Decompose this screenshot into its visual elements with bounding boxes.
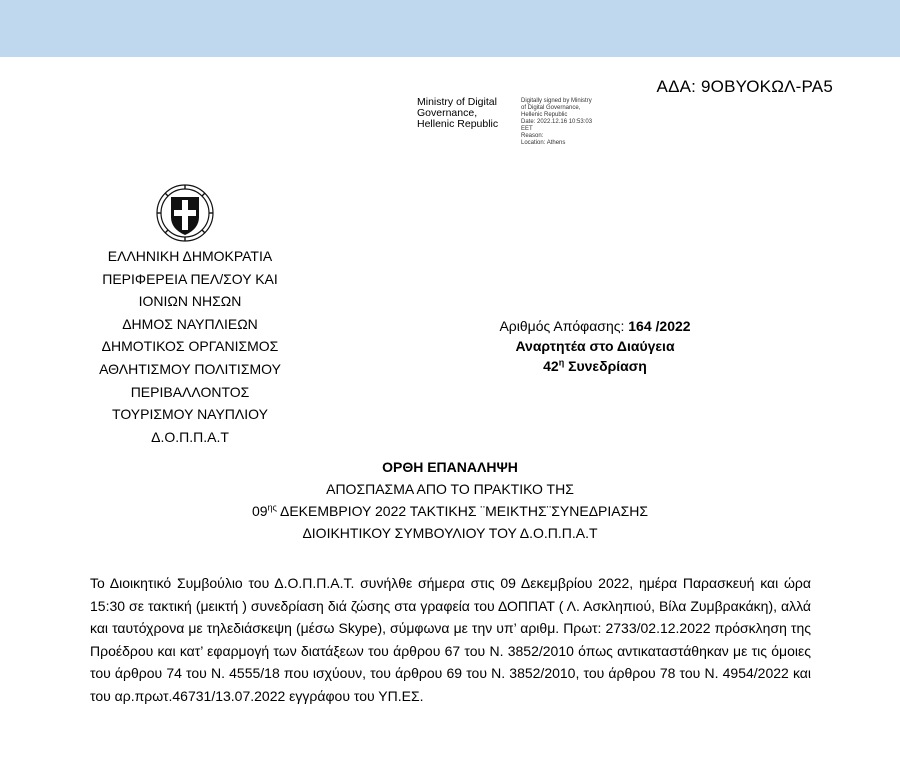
signature-detail-line: Location: Athens bbox=[521, 140, 566, 146]
org-line: ΤΟΥΡΙΣΜΟΥ ΝΑΥΠΛΙΟΥ bbox=[112, 406, 268, 423]
decision-number bbox=[440, 316, 750, 336]
org-line: ΠΕΡΙΦΕΡΕΙΑ ΠΕΛ/ΣΟΥ ΚΑΙ bbox=[102, 270, 278, 287]
session-number: 42 bbox=[543, 358, 559, 374]
signature-detail-line: EET bbox=[521, 126, 533, 132]
decision-number-value: 164 /2022 bbox=[628, 318, 691, 334]
signer-line: Hellenic Republic bbox=[417, 118, 499, 130]
signature-detail-line: of Digital Governance, bbox=[521, 105, 581, 111]
org-line: ΠΕΡΙΒΑΛΛΟΝΤΟΣ bbox=[130, 383, 250, 400]
org-line: ΕΛΛΗΝΙΚΗ ΔΗΜΟΚΡΑΤΙΑ bbox=[107, 248, 273, 264]
heading-line-2-rest: ΔΕΚΕΜΒΡΙΟΥ 2022 ΤΑΚΤΙΚΗΣ ¨ΜΕΙΚΤΗΣ¨ΣΥΝΕΔΡΙΑΣΗΣ bbox=[276, 503, 649, 519]
ada-code: ΑΔΑ: 9ΟΒΥΟΚΩΛ-ΡΑ5 bbox=[656, 77, 833, 96]
body-paragraph: Το Διοικητικό Συμβούλιο του Δ.Ο.Π.Π.Α.Τ. συνήλθε σήμερα στις 09 Δεκεμβρίου 2022, ημέρα Παρασκευή και ώρα 15:30 σε τακτική (μεικτή ) συνεδρίαση διά ζώσης στα γραφεία του ΔΟΠΠΑΤ ( Λ. Ασκληπιού, Βίλα Ζυμβρακάκη), αλλά και ταυτόχρονα με τηλεδιάσκεψη (μέσω Skype), σύμφωνα με την υπ’ αριθμ. Πρωτ: 2733/02.12.2022 πρόσκληση της Προέδρου και κατ’ εφαρμογή των διατάξεων του άρθρου 67 του Ν. 3852/2010 όπως αντικαταστάθηκαν με τις όμοιες του άρθρου 74 του Ν. 4555/18 που ισχύουν, του άρθρου 69 του Ν. 3852/2010, του άρθρου 78 του Ν. 4954/2022 και του αρ.πρωτ.46731/13.07.2022 εγγράφου του ΥΠ.ΕΣ. bbox=[90, 575, 811, 704]
org-line: ΔΗΜΟΣ ΝΑΥΠΛΙΕΩΝ bbox=[122, 315, 258, 332]
signature-detail-line: Date: 2022.12.16 10:53:03 bbox=[521, 119, 593, 125]
signer-line: Ministry of Digital bbox=[417, 96, 497, 108]
org-line: ΑΘΛΗΤΙΣΜΟΥ ΠΟΛΙΤΙΣΜΟΥ bbox=[99, 360, 281, 377]
org-line: ΙΟΝΙΩΝ ΝΗΣΩΝ bbox=[138, 293, 242, 310]
signature-detail-line: Reason: bbox=[521, 133, 544, 139]
decision-session bbox=[440, 356, 750, 376]
signature-signer bbox=[417, 97, 498, 130]
org-line: Δ.Ο.Π.Π.Α.Τ bbox=[151, 428, 229, 445]
heading-line-2 bbox=[150, 500, 750, 522]
document-heading bbox=[150, 456, 750, 544]
session-label: Συνεδρίαση bbox=[564, 358, 647, 374]
heading-day: 09 bbox=[251, 503, 268, 519]
top-band bbox=[0, 0, 900, 57]
signature-detail-line: Digitally signed by Ministry bbox=[521, 98, 592, 104]
heading-day-sup: ης bbox=[267, 502, 277, 513]
decision-posted-text: Αναρτητέα στο Διαύγεια bbox=[515, 338, 675, 354]
decision-posted bbox=[440, 336, 750, 356]
signature-detail-line: Hellenic Republic bbox=[521, 112, 568, 118]
decision-number-label: Αριθμός Απόφασης: bbox=[499, 318, 629, 334]
org-line: ΔΗΜΟΤΙΚΟΣ ΟΡΓΑΝΙΣΜΟΣ bbox=[101, 338, 279, 355]
greek-coat-of-arms-icon bbox=[155, 183, 215, 243]
heading-line-1: ΑΠΟΣΠΑΣΜΑ ΑΠΟ ΤΟ ΠΡΑΚΤΙΚΟ ΤΗΣ bbox=[326, 481, 574, 497]
signature-details bbox=[521, 98, 592, 147]
decision-block bbox=[440, 316, 750, 376]
heading-line-3: ΔΙΟΙΚΗΤΙΚΟΥ ΣΥΜΒΟΥΛΙΟΥ ΤΟΥ Δ.Ο.Π.Π.Α.Τ bbox=[302, 525, 598, 541]
organization-header bbox=[60, 245, 320, 448]
signer-line: Governance, bbox=[417, 107, 478, 119]
heading-title: ΟΡΘΗ ΕΠΑΝΑΛΗΨΗ bbox=[382, 459, 518, 475]
session-sup: η bbox=[558, 357, 565, 368]
